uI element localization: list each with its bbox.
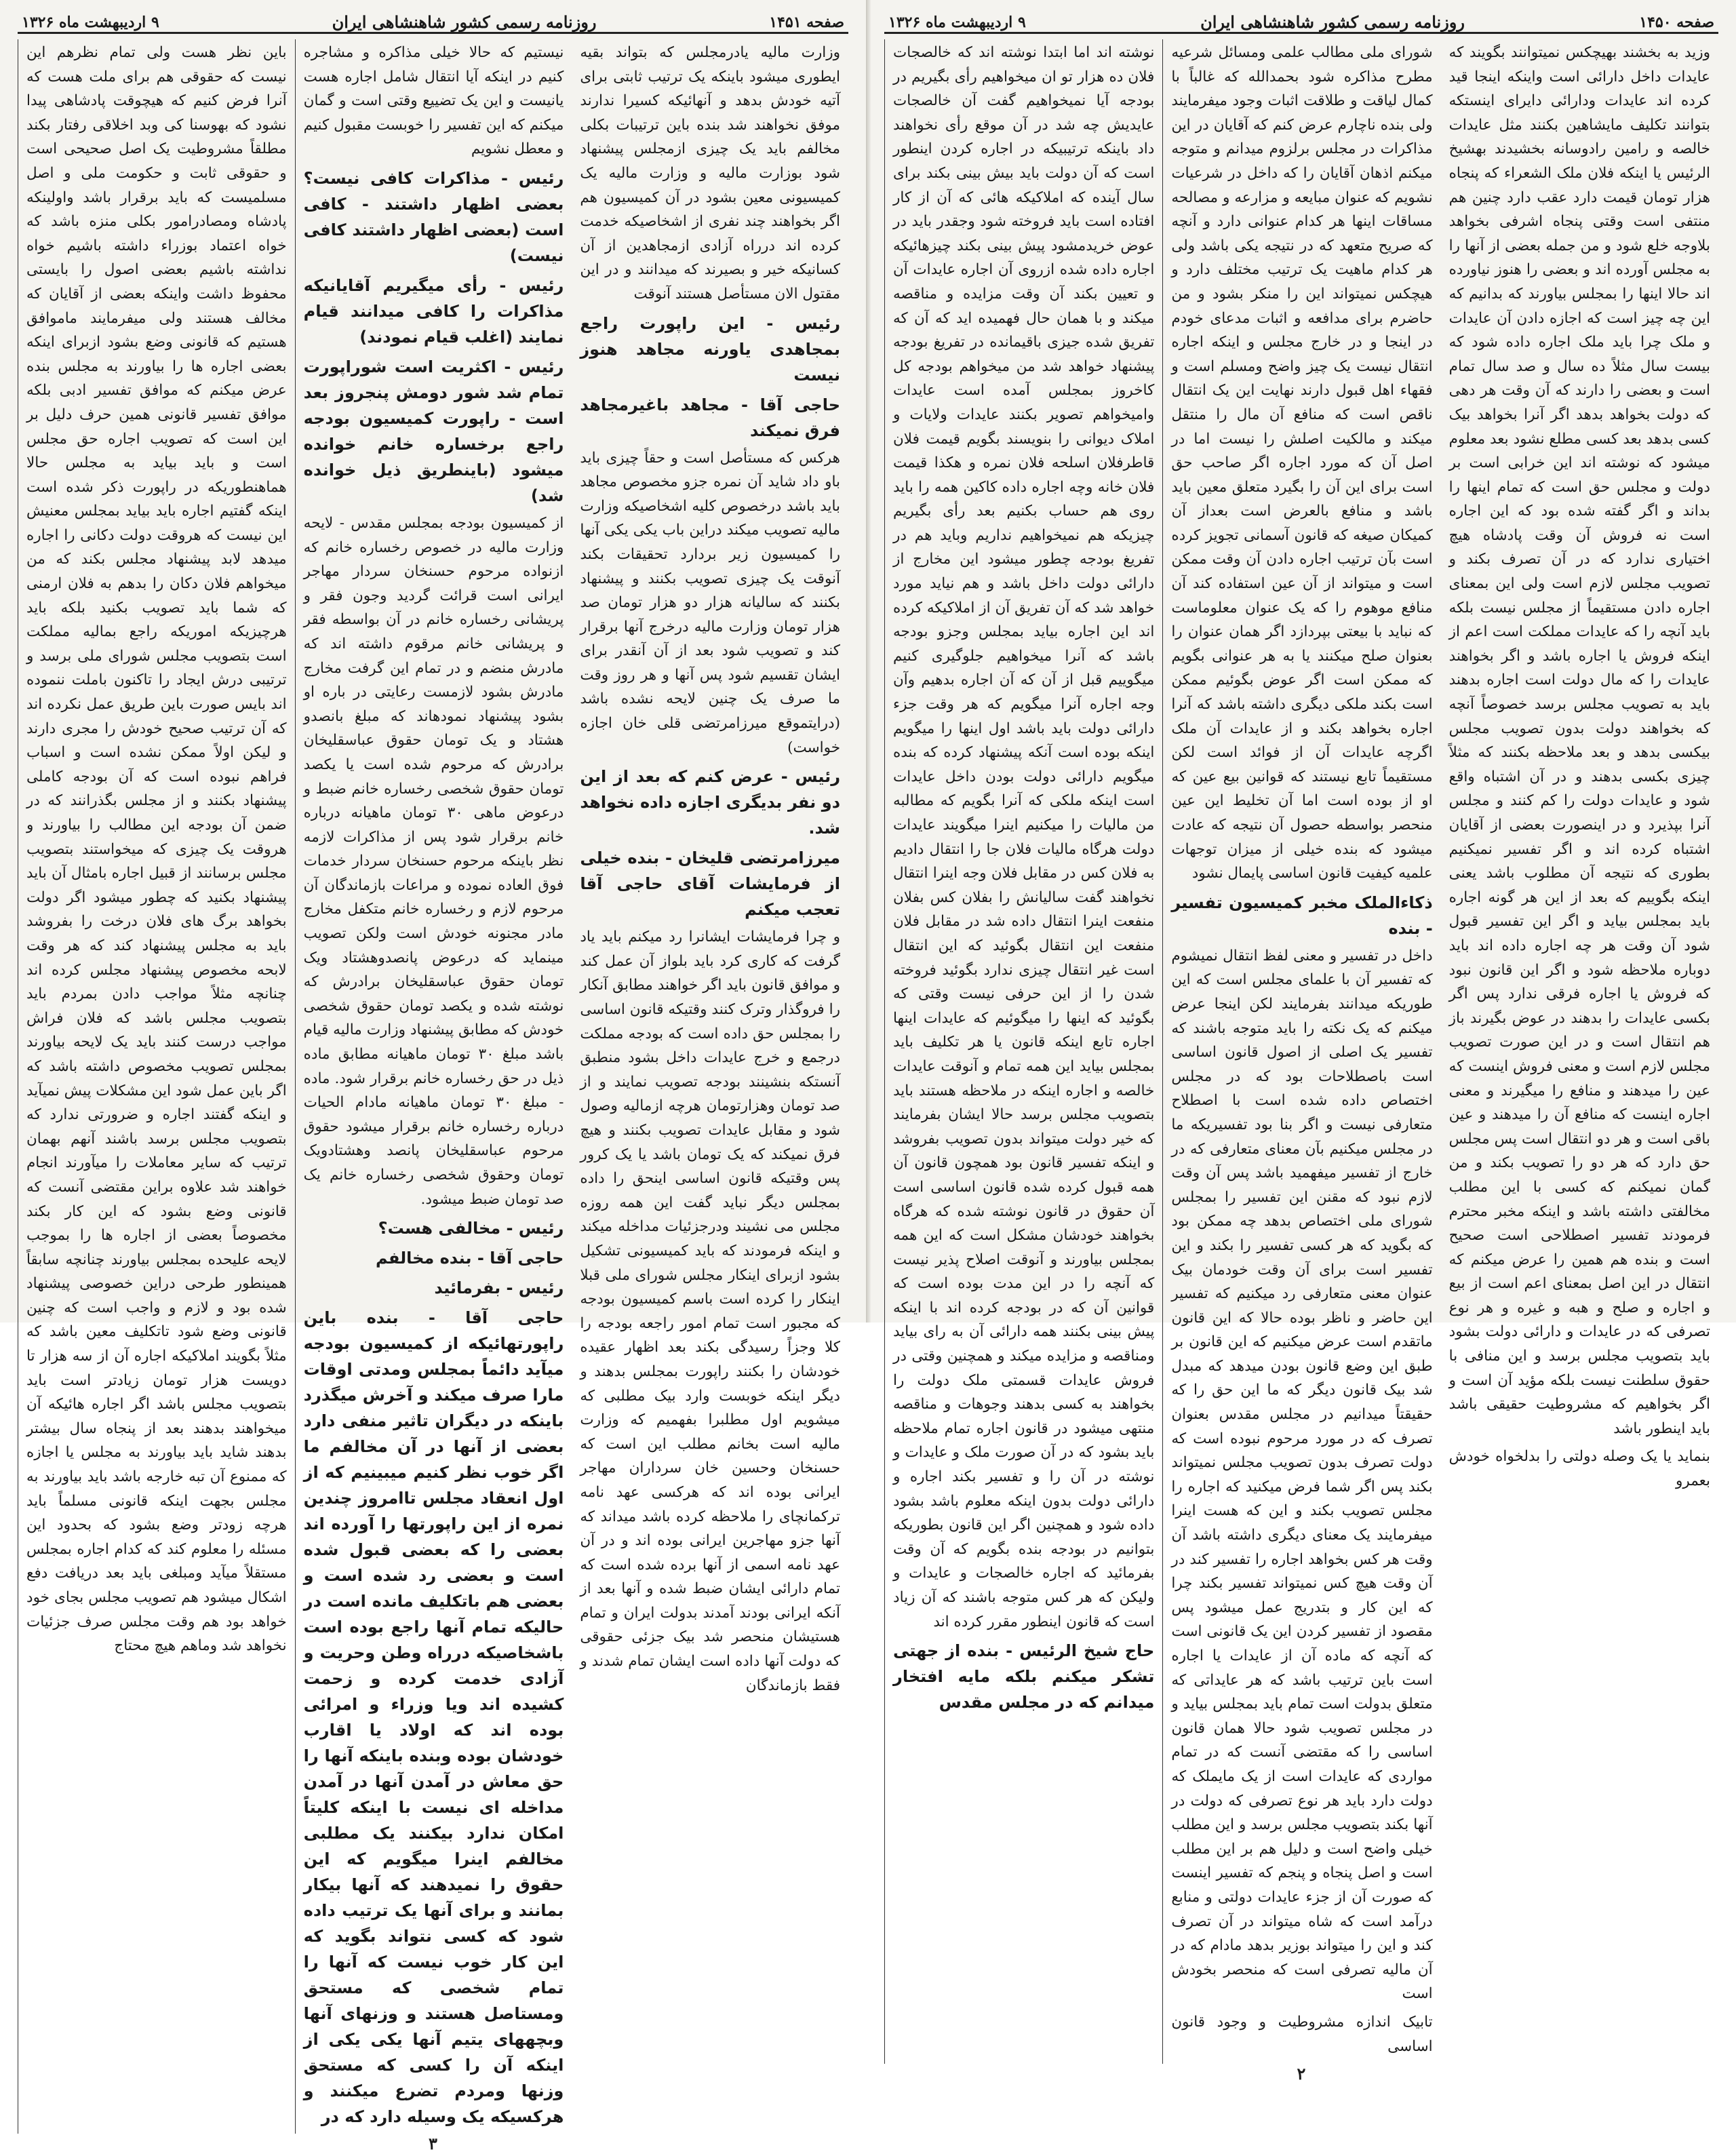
left-header-page: صفحه ۱۴۵۱ bbox=[769, 13, 844, 31]
paragraph: شورای ملی مطالب علمی ومسائل شرعیه مطرح مذاکره شود بحمدالله که غالباً با کمال لیاقت و طلاقت اثبات وجود میفرمایند ولی بنده ناچارم عرض کنم که آقایان در این مذاکرات در مجلس برلزوم میدانم و متوجه میکنم اذهان آقایان را که داخل در شرعیات نشویم که عنوان مبایعه و مزارعه و مصالحه مساقات اینها هر کدام عنوانی دارد و آنچه که صریح متعهد که در نتیجه یکی باشد ولی هر کدام ماهیت یک ترتیب مختلف دارد و هیچکس نمیتواند این را منکر بشود و من حاضرم برای مدافعه و اثبات مدعای خودم در اینجا و در خارج مجلس و اینکه اجاره انتقال نیست یک چیز واضح ومسلم است و فقهاء اهل قبول دارند نهایت این یک انتقال ناقص است که منافع آن مال را منتقل میکند و مالکیت اصلش را نیست اما در اصل آن که مورد اجاره اگر صاحب حق است برای این آن را بگیرد متعلق معین باید باشد و منافع بالعرض است بعداز آن کمیکان صیغه که قانون آسمانی تجویز کرده است بآن ترتیب اجاره دادن آن وقت ممکن است و میتواند از آن عین استفاده کند آن منافع موهوم را که یک عنوان معلوماست که نباید با بیعتی بپردازد اگر همان عنوان را بعنوان صلح میکنند یا به هر عنوانی بگویم که ممکن است اگر عوض بگوئیم ممکن است بکند ملکی دیگری داشته باشد که آنرا اجاره بخواهد بکند و از عایدات آن ملک اگرچه عایدات آن از فوائد است لکن مستقیماً تابع نیستند که قوانین بیع عین که او از بوده است اما آن تخلیط این عین منحصر بواسطه حصول آن نتیجه که عادت میشود که بنده خیلی از میزان توجهات علمیه کیفیت قانون اساسی پایمال نشود bbox=[1171, 44, 1433, 882]
left-page-number: ۳ bbox=[429, 2134, 437, 2154]
paragraph: داخل در تفسیر و معنی لفظ انتقال نمیشوم که تفسیر آن با علمای مجلس است که این طوریکه میدانند بفرمایند لکن اینجا عرض میکنم که یک نکته را باید متوجه باشند که تفسیر یک اصلی از اصول قانون اساسی است باصطلاحات بود که در مجلس اختصاص داده شده است با اصطلاح متعارفی نیست و اگر بنا بود تفسیریکه ما در مجلس میکنیم بآن معنای متعارفی که در خارج از تفسیر میفهمید باشد پس آن وقت لازم نبود که مقنن این تفسیر را بمجلس شورای ملی اختصاص بدهد چه ممکن بود که بگوید که هر کسی تفسیر را بکند و این تفسیر است برای آن وقت خودمان بیک عنوان معنی متعارفی رد میکنیم که تفسیر این حاضر و ناظر بوده حالا که این قانون ماتقدم است عرض میکنیم که این قانون بر طبق این وضع قانون بودن میدهد که مبدل شد بیک قانون دیگر که ما این حق را که حقیقتاً میدانیم در مجلس مقدس بعنوان تصرف که در مورد مرحوم نبوده است که دولت تصرف بدون تصویب مجلس نمیتواند بکند پس اگر شما فرض میکنید که اجاره را مجلس تصویب بکند و این که هست اینرا میفرمایند یک معنای دیگری داشته باشد آن وقت هر کس بخواهد اجاره را تفسیر کند در آن وقت هیچ کس نمیتواند تفسیر بکند چرا که این کار و بتدریج عمل میشود پس مقصود از تفسیر کردن این یک قانونی است که آنچه که ماده آن از عایدات یا اجاره است باین ترتیب باشد که هر عایداتی که متعلق بدولت است تمام باید بمجلس بیاید و در مجلس تصویب شود حالا همان قانون اساسی را که مقتضی آنست که در تمام مواردی که عایدات است از یک مایملک که دولت دارد باید هر نوع تصرفی که دولت در آنها بکند بتصویب مجلس برسد و این مطلب خیلی واضح است و دلیل هم بر این مطلب است و اصل پنجاه و پنجم که تفسیر اینست که صورت آن از جزء عایدات دولتی و منابع درآمد است که شاه میتواند در آن تصرف کند و این را میتواند بوزیر بدهد مادام که در آن مالیه تصرفی است که منحصر بخودش است bbox=[1171, 947, 1433, 2003]
paragraph: از کمیسیون بودجه بمجلس مقدس - لایحه وزارت مالیه در خصوص رخساره خانم که ازنواده مرحوم حسنخان سردار مهاجر ایرانی است قرائت گردید وجون فقر و پریشانی رخساره خانم در آن بواسطه فقر و پریشانی خانم مرقوم داشته اند که مادرش منضم و در تمام این گرفت مخارج مادرش بشود لازمست رعایتی در باره او بشود پیشنهاد نمودهاند که مبلغ بانصدو هشتاد و یک تومان حقوق عباسقلیخان برادرش که مرحوم شده است یا یکصد تومان حقوق شخصی رخساره خانم ضبط و درعوض ماهی ۳۰ تومان ماهیانه درباره خانم برقرار شود پس از مذاکرات لازمه نظر باینکه مرحوم حسنخان سردار خدمات فوق العاده نموده و مراعات بازماندگان آن مرحوم لازم و رخساره خانم متکفل مخارج مادر مجنونه خودش است ولکن تصویب مینماید که درعوض پانصدوهشتاد ویک تومان حقوق عباسقلیخان برادرش که نوشته شده و یکصد تومان حقوق شخصی خودش که مطابق پیشنهاد وزارت مالیه قیام باشد مبلغ ۳۰ تومان ماهیانه مطابق ماده ذیل در حق رخساره خانم برقرار شود. ماده - مبلغ ۳۰ تومان ماهیانه مادام الحیات درباره رخساره خانم برقرار میشود حقوق مرحوم عباسقلیخان پانصد وهشتادویک تومان وحقوق شخصی رخساره خانم یک صد تومان ضبط میشود. bbox=[303, 514, 564, 1208]
speaker-line: رئیس - بفرمائید bbox=[434, 1278, 564, 1298]
right-header-page: صفحه ۱۴۵۰ bbox=[1639, 13, 1714, 31]
left-header-title: روزنامه رسمی کشور شاهنشاهی ایران bbox=[332, 12, 597, 32]
text-column bbox=[18, 39, 295, 2134]
speaker-line: رئیس - این راپورت راجع بمجاهدی یاورنه مجاهد هنوز نیست bbox=[580, 313, 841, 385]
speaker-line: حاج شیخ الرئیس - بنده از جهتی تشکر میکنم بلکه مایه افتخار میدانم که در مجلس مقدس bbox=[893, 1641, 1155, 1712]
left-page-header bbox=[18, 12, 848, 33]
right-header-rule bbox=[884, 33, 1718, 34]
speaker-line: حاجی آقا - بنده مخالفم bbox=[376, 1249, 564, 1268]
text-column bbox=[1441, 39, 1718, 2064]
paragraph: بنماید یا یک وصله دولتی را بدلخواه خودش بعمرو bbox=[1448, 1448, 1710, 1490]
left-header-rule bbox=[18, 33, 848, 34]
text-column bbox=[295, 39, 572, 2134]
speaker-line: رئیس - اکثریت است شوراپورت تمام شد شور دومش پنجروز بعد است - راپورت کمیسیون بودجه راجع برخساره خانم خوانده میشود (باینطریق ذیل خوانده شد) bbox=[303, 357, 564, 505]
paragraph: وزارت مالیه یادرمجلس که بتواند بقیه ایطوری میشود باینکه یک ترتیب ثابتی برای آتیه خودش بدهد و آنهائیکه کسیرا ندارند موفق نخواهند شد بنده باین ترتیبات بکلی مخالفم باید یک چیزی ازمجلس پیشنهاد شود بوزارت مالیه و وزارت مالیه یک کمیسیونی معین بشود در آن کمیسیون هم اگر بخواهند چند نفری از اشخاصیکه خدمت کرده اند درراه آزادی ازمجاهدین از آن کسانیکه خیر و بصیرند که میدانند و در این مقتول الان مستأصل هستند آنوقت bbox=[580, 44, 841, 302]
left-header-date: ۹ اردیبهشت ماه ۱۳۲۶ bbox=[22, 13, 159, 31]
speaker-line: رئیس - مخالفی هست؟ bbox=[378, 1219, 564, 1238]
binding-gutter bbox=[867, 0, 871, 1323]
speaker-line: حاجی آقا - مجاهد باغیرمجاهد فرق نمیکند bbox=[580, 395, 841, 440]
right-header-title: روزنامه رسمی کشور شاهنشاهی ایران bbox=[1200, 12, 1465, 32]
paragraph: نوشته اند اما ابتدا نوشته اند که خالصجات فلان ده هزار تو ان میخواهیم رأی بگیریم در بودجه آیا نمیخواهیم گفت آن خالصجات عایدیش چه شد در آن موقع رأی نخواهند داد باینکه ترتیبیکه در اجاره کردن اینطور است که آن دولت باید بیش بینی بکند برای سال آینده که املاکیکه هائی که آن از کار افتاده است باید فروخته شود وجقدر باید در عوض خریدمشود پیش بینی بکند چیزهائیکه اجاره داده شده ازروی آن اجاره عایدات آن و تعیین بکند آن وقت مزایده و مناقصه میکند و با همان حال فهمیده اید که آن که تفریق شده جیزی باقیمانده در تفریغ بودجه پیشنهاد خواهد شد من میخواهم بودجه کل کاخروز بمجلس آمده است عایدات وامیخواهم تصویر بکنند عایدات ولایات و املاک دیوانی را بنویسند بگویم قیمت فلان قاطرفلان اسلحه فلان نمره و هکذا قیمت فلان خانه وچه اجاره داده کاکین همه را باید روی هم حساب بکنیم بعد رأی بگیریم چیزیکه هم نمیخواهیم نداریم وباید هم در تفریغ بودجه چطور میشود این مخارج از دارائی دولت داخل باشد و هم نیاید مورد خواهد شد که آن تفریق آن از املاکیکه کرده اند این اجاره بیاید بمجلس وجزو بودجه باشد که آنرا میخواهیم جلوگیری کنیم میگوییم قبل از آن که آن اجاره بدهیم وآن وجه اجاره آنرا میگویم که هر وقت جزء دارائی دولت باید باشد اول اینها را میگویم اینکه بوده است آنکه پیشنهاد کرده که بنده میگویم دارائی دولت بودن داخل عایدات است اینکه ملکی که آنرا بگویم که مطالبه من مالیات را میکنیم اینرا میگویند عایدات دولت هرگاه مالیات فلان جا را انتقال دادیم به فلان کس در مقابل فلان وجه اینرا انتقال نخواهند گفت سالیانش را بفلان کس بفلان منفعت اینرا انتقال داده شد در مقابل فلان منفعت این انتقال بگوئید که این انتقال است غیر انتقال چیزی ندارد بگوئید فروخته شدن را از این حرفی نیست وقتی که بگوئید که اینها را میگوئیم که عایدات اینها اجاره تابع اینکه قانون یا هر تکلیف باید بمجلس بیاید این همه تمام و آنوقت عایدات خالصه و اجاره اینکه در ملاحظه هستند باید بتصویب مجلس برسد حالا ایشان بفرمایند که خیر دولت میتواند بدون تصویب بفروشد و اینکه تفسیر قانون بود همچون قانون آن همه قبول کرده شده قانون اساسی است آن حقوق در قانون نوشته شده که هرگاه بخواهند خودشان مشکل است که این همه بمجلس بیاورند و آنوقت اصلاح پذیر نیست که آنچه را در این مدت بوده است که قوانین آن که در بودجه کرده اند با اینکه پیش بینی بکنند همه دارائی آن به رای بیاید ومناقصه و مزایده میکند و همچنین وقتی در فروش عایدات قسمتی ملک دولت را بخواهند به کسی بدهند وجوهات و مناقصه منتهی میشود در قانون اجاره تمام ملاحظه باید بشود که در آن صورت ملک و عایدات و نوشته در آن را و تفسیر بکند اجاره و دارائی دولت بدون اینکه معلوم باشد بشود داده شود و همچنین اگر این قانون بطوریکه بتوانیم در بودجه بنده بگویم که آن وقت بفرمائید که اجاره خالصجات و عایدات و ولیکن که هر کس متوجه باشند که آن زیاد است که قانون اینطور مقرر کرده اند bbox=[893, 44, 1155, 1630]
paragraph: و چرا فرمایشات ایشانرا رد میکنم باید یاد گرفت که کاری کرد باید بلواز آن عمل کند و موافق قانون باید اگر خواهند مطابق آنکار را فروگذار وترک کنند وقتیکه قانون اساسی را بمجلس حق داده است که بودجه مملکت درجمع و خرج عایدات داخل بشود منطبق آنستکه بنشینند بودجه تصویب نمایند و از صد تومان وهزارتومان هرچه ازمالیه وصول شود و مقابل عایدات تصویب بکنند و هیچ فرق نمیکند که یک تومان باشد یا یک کرور پس وقتیکه قانون اساسی اینحق را داده بمجلس دیگر نباید گفت این همه روزه مجلس می نشیند ودرجزئیات مداخله میکند و اینکه فرمودند که باید کمیسیونی تشکیل بشود ازبرای اینکار مجلس شورای ملی قبلا اینکار را کرده است باسم کمیسیون بودجه که مجبور است تمام امور راجعه بودجه را کلا وجزاً رسیدگی بکند بعد اظهار عقیده خودشان را بکنند راپورت بمجلس بدهند و دیگر اینکه خوبست وارد بیک مطلبی که میشویم اول مطلبرا بفهمیم که وزارت مالیه است بخانم مطلب این است که حسنخان وحسین خان سرداران مهاجر ایرانی بوده اند که هرکسی عهد نامه ترکمانچای را ملاحظه کرده باشد میداند که آنها جزو مهاجرین ایرانی بوده اند و در آن عهد نامه اسمی از آنها برده شده است که تمام دارائی ایشان ضبط شده و آنها بعد از آنکه ایرانی بودند آمدند بدولت ایران و تمام هستیشان منحصر شد بیک جزئی حقوقی که دولت آنها داده است ایشان تمام شدند و فقط بازماندگان bbox=[580, 928, 841, 1694]
speaker-line: حاجی آقا - بنده باین راپورتهائیکه از کمیسیون بودجه میآید دائماً بمجلس ومدتی اوقات مارا صرف میکند و آخرش میگذرد باینکه در دیگران تاثیر منفی دارد بعضی از آنها در آن مخالفم ما اگر خوب نظر کنیم میبینیم که از اول انعقاد مجلس تاامروز چندین نمره از این راپورتها را آورده اند بعضی را که بعضی قبول شده است و بعضی رد شده است و بعضی هم باتکلیف مانده است در حالیکه تمام آنها راجع بوده است باشخاصیکه درراه وطن وحریت و آزادی خدمت کرده و زحمت کشیده اند ویا وزراء و امرائی بوده اند که اولاد یا اقارب خودشان بوده وبنده باینکه آنها را حق معاش در آمدن آنها در آمدن مداخله ای نیست با اینکه کلیتاً امکان ندارد بیکنند یک مطلبی مخالفم اینرا میگویم که این حقوق را نمیدهند که آنها بیکار بمانند و برای آنها یک ترتیب داده شود که کسی نتواند بگوید که این کار خوب نیست که آنها را تمام شخصی که مستحق ومستاصل هستند و وزنهای آنها وبچههای یتیم آنها یکی یکی از اینکه آن را کسی که مستحق وزنها ومردم تضرع میکنند و هرکسیکه یک وسیله دارد که در bbox=[303, 1308, 564, 2127]
text-column bbox=[1162, 39, 1440, 2064]
paragraph: تابیک اندازه مشروطیت و وجود قانون اساسی bbox=[1171, 2013, 1433, 2055]
speaker-line: ذکاءالملک مخبر کمیسیون تفسیر - بنده bbox=[1171, 893, 1433, 938]
right-page-number: ۲ bbox=[1297, 2064, 1306, 2084]
right-columns bbox=[884, 39, 1718, 2064]
speaker-line: میرزامرتضی قلیخان - بنده خیلی از فرمایشات آقای حاجی آقا تعجب میکنم bbox=[580, 848, 841, 920]
right-page-header bbox=[884, 12, 1718, 33]
right-header-date: ۹ اردیبهشت ماه ۱۳۲۶ bbox=[888, 13, 1026, 31]
paragraph: باین نظر هست ولی تمام نظرهم این نیست که حقوقی هم برای ملت هست که آنرا فرض کنیم که هیچوقت پادشاهی پیدا نشود که بهوسنا کی وبد اخلاقی رفتار بکند مطلقاً مشروطیت یک اصل صحیحی است و حقوقی ثابت و حکومت ملی و اصل مسلمیست که باید برقرار باشد واولینکه پادشاه ومصادرامور بکلی منزه باشد که خواه اعتماد بوزراء داشته باشیم خواه نداشته باشیم بعضی اصول را بایستی محفوظ داشت واینکه بعضی از آقایان که مخالف هستند ولی میفرمایند ماموافق هستیم که قانونی وضع بشود ازبرای اینکه بعضی اجاره ها را بیاورند به مجلس بنده عرض میکنم که موافق تفسیر ادبی بلکه موافق تفسیر قانونی همین حرف دلیل بر این است که تصویب اجاره حق مجلس است و باید بیاید به مجلس حالا هماهنطوریکه در راپورت ذکر شده است اینکه گفتیم اجاره باید بیاید بمجلس معنیش این نیست که هروقت دولت دکانی را اجاره میدهد لابد پیشنهاد مجلس بکند که من میخواهم فلان دکان را بدهم به فلان ارمنی که شما باید تصویب بکنید بلکه باید هرچیزیکه اموریکه راجع بمالیه مملکت است بتصویب مجلس شورای ملی برسد و ترتیبی درش ایجاد را تاکنون باملت ننموده اند بایس صورت باین طریق عمل نکرده اند که آن ترتیب صحیح خودش را مجری دارند و لیکن اولاً ممکن نشده است و اسباب فراهم نبوده است که آن بودجه کاملی پیشنهاد بکنند و از مجلس بگذرانند که در ضمن آن بودجه این مطالب را بیاورند و هروقت یک چیزی که میخواستند بتصویب مجلس برسانند از قبیل اجاره بامثال آن باید پیشنهاد بکنید که چطور میشود اگر دولت بخواهد برگ های فلان درخت را بفروشد باید به مجلس پیشنهاد کند که هر وقت لابحه مخصوص پیشنهاد مجلس کرده اند چنانچه مثلاً مواجب دادن بمردم باید بتصویب مجلس باشد که فلان فراش مواجب درست کنند باید یک لایحه بیاورند بمجلس تصویب مخصوص داشته باشد که اگر باین عمل شود این مشکلات پیش نمیآید و اینکه گفتند اجاره و ضرورتی ندارد که بتصویب مجلس برسد باشند آنهم بهمان ترتیب که سایر معاملات را میآورند انجام خواهند شد علاوه براین مقتضی آنست که قانونی وضع بشود که این کار بکند مخصوصاً بعضی از اجاره ها را بموجب لایحه علیحده بمجلس بیاورند چنانچه سابقاً همینطور طرحی دراین خصوصی پیشنهاد شده بود و لازم و واجب است که چنین قانونی وضع شود تاتکلیف معین باشد که مثلاً بگویند املاکیکه اجاره آن از سه هزار تا دویست هزار تومان زیادتر است باید بتصویب مجلس باشد اگر اجاره هائیکه آن میخواهند بدهند بعد از پنجاه سال بیشتر بدهند شاید باید بیاورند به مجلس یا اجازه که ممنوع آن تبه خارجه باشد باید بیاورند به مجلس بجهت اینکه قانونی مسلماً باید هرچه زودتر وضع بشود که بحدود این مسئله را معلوم کند که کدام اجاره بمجلس مستقلاً میآید ومبلغی باید بعد دریافت دفع اشکال میشود هم تصویب مجلس بجای خود خواهد بود هم وقت مجلس صرف جزئیات نخواهد شد وماهم هیچ محتاج bbox=[26, 44, 287, 1655]
speaker-line: رئیس - رأی میگیریم آقایانیکه مذاکرات را کافی میدانند قیام نمایند (اغلب قیام نمودند) bbox=[303, 275, 564, 347]
paragraph: وزید به بخشند بهیچکس نمیتوانند بگویند که عایدات داخل دارائی است واینکه اینجا قید کرده اند عایدات ودارائی دایرای اینستکه بتوانند تکلیف مایشاهین بکنند مثل عایدات خالصه و رامین رادوسانه بخشیدند بهشیخ الرئیس یا اینکه فلان ملک الشعراء که پنجاه هزار تومان قیمت دارد عقب دارد چنین هم منتفی است وقتی پنجاه اشرفی بخواهد بلاوجه خلع شود و من جمله بعضی از آنها را به مجلس آورده اند و بعضی را هنوز نیاورده اند حالا اینها را بمجلس بیاورند که بدانیم که این چه چیز است که اجازه دادن آن عایدات و ملک چرا باید ملک اجاره داده شود که بیست سال مثلاً ده سال و صد سال تمام است و بعضی را دارند که آن وقت هر دهی که دولت بخواهد بدهد اگر آنرا بخواهد بیک کسی بدهد بعد کسی مطلع نشود بعد معلوم میشود که نوشته اند این خرابی است بر دولت و مجلس حق است که تمام اینها را بداند و اگر گفته شده بود که این اجاره است نه فروش آن وقت پادشاه هیچ اختیاری ندارد که در آن تصرف بکند و تصویب مجلس لازم است ولی این بمعنای اجاره دادن مستقیماً از مجلس نیست بلکه باید آنچه را که عایدات مملکت است اعم از اینکه فروش یا اجاره باشد و اگر بخواهند عایدات را که مال دولت است اجاره بدهند باید به تصویب مجلس برسد خصوصاً آنچه که بخواهند دولت بدون تصویب مجلس بیکسی بدهد و بعد ملاحظه بکنند که مثلاً چیزی بکسی بدهند و در آن اشتباه واقع شود و عایدات دولت را کم کنند و مجلس آنرا بپذیرد و در اینصورت بعضی از آقایان اشتباه کرده اند و اگر تفسیر نمیکنیم بطوری که نتیجه آن مطلوب باشد یعنی اینکه بگوییم که بعد از این هر گونه اجاره باید بمجلس بیاید و اگر این تفسیر قبول شود آن وقت هر چه اجاره داده اند باید دوباره ملاحظه شود و اگر این قانون نبود که فروش یا اجاره فرقی ندارد پس اگر بکسی عایدات را بدهند در عوض بگیرند باز هم انتقال است و در این صورت تصویب مجلس لازم است و معنی فروش اینست که عین را میدهند و منافع را میگیرند و معنی اجاره اینست که منافع آن را میدهند و عین باقی است و هر دو انتقال است پس مجلس حق دارد که هر دو را تصویب بکند و من گمان نمیکنم که کسی با این مطلب مخالفتی داشته باشد و اینکه مخبر محترم فرمودند تفسیر اصطلاحی است صحیح است و بنده هم همین را عرض میکنم که انتقال در این اصل بمعنای اعم است از بیع و اجاره و صلح و هبه و غیره و هر نوع تصرفی که در عایدات و دارائی دولت بشود باید بتصویب مجلس برسد و این منافی با حقوق سلطنت نیست بلکه مؤید آن است و اگر بخواهیم که مشروطیت حقیقی باشد باید اینطور باشد bbox=[1448, 44, 1710, 1437]
text-column bbox=[572, 39, 848, 2134]
paragraph: هرکس که مستأصل است و حقاً چیزی باید باو داد شاید آن نمره جزو مخصوص مجاهد باید باشد درخصوص کلیه اشخاصیکه وزارت مالیه تصویب میکند دراین باب یکی یکی آنها را کمیسیون زیر بردارد تحقیقات بکند آنوقت یک چیزی تصویب بکنند و پیشنهاد بکنند که سالیانه هزار دو هزار تومان صد هزار تومان وزارت مالیه درخرج آنها برقرار کند و تصویب شود بعد از آن آنقدر برای ایشان تقسیم شود پس آنها و هر روز وقت ما صرف یک چنین لایحه نشده باشد (درایتموقع میرزامرتضی قلی خان اجازه خواست) bbox=[580, 449, 841, 756]
text-column bbox=[884, 39, 1162, 2064]
left-columns bbox=[18, 39, 848, 2134]
speaker-line: رئیس - عرض کنم که بعد از این دو نفر بدیگری اجازه داده نخواهد شد. bbox=[580, 767, 841, 838]
left-page bbox=[0, 0, 867, 2154]
speaker-line: رئیس - مذاکرات کافی نیست؟ بعضی اظهار داشتند - کافی است (بعضی اظهار داشتند کافی نیست) bbox=[303, 168, 564, 265]
paragraph: نیستیم که حالا خیلی مذاکره و مشاجره کنیم در اینکه آیا انتقال شامل اجاره هست یانیست و این یک تضییع وقتی است و گمان میکنم که این تفسیر را خوبست مقبول کنیم و معطل نشویم bbox=[303, 44, 564, 158]
right-page bbox=[867, 0, 1736, 2084]
